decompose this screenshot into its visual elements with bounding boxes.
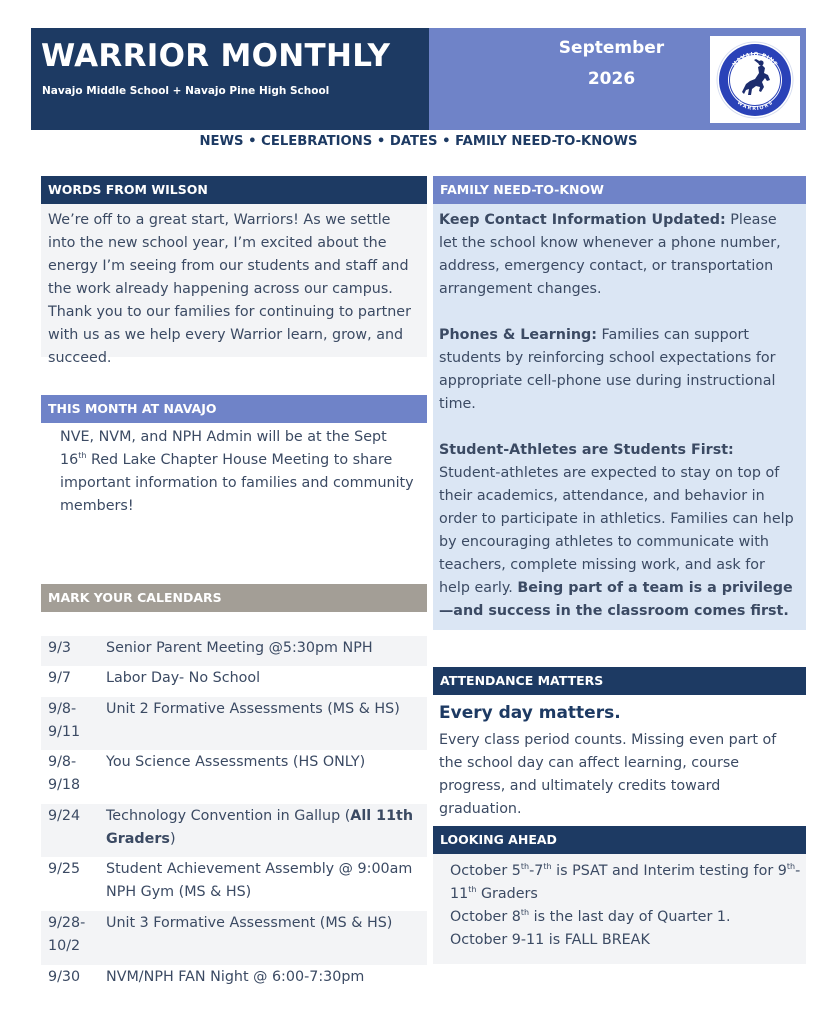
family-need-heading: FAMILY NEED-TO-KNOW: [433, 176, 806, 204]
calendar-event-text: Technology Convention in Gallup (: [106, 808, 351, 824]
calendar-event: Student Achievement Assembly @ 9:00am NPH Gym (MS & HS): [106, 861, 413, 900]
school-logo-frame: [710, 36, 800, 123]
family-need-item-title: Keep Contact Information Updated:: [439, 212, 726, 228]
family-need-item-body: Families can support students by reinforcing school expectations for appropriate cell-phone use during instructional time.: [439, 327, 776, 412]
this-month-body: [60, 426, 415, 518]
calendar-row: [41, 667, 427, 697]
calendar-date: 9/28-10/2: [48, 915, 86, 954]
logo-text-top: NAVAJO PINE: [731, 51, 779, 68]
looking-ahead-text: is PSAT and Interim testing for 9: [551, 863, 787, 879]
looking-ahead-line: October 9-11 is FALL BREAK: [450, 932, 650, 948]
masthead: [31, 28, 806, 130]
issue-month: September: [558, 38, 665, 58]
calendar-event: NVM/NPH FAN Night @ 6:00-7:30pm: [106, 969, 365, 985]
looking-ahead-line: [450, 906, 731, 929]
family-need-item-body: Please let the school know whenever a phone number, address, emergency contact, or transportation arrangement changes.: [439, 212, 781, 297]
looking-ahead-text: is the last day of Quarter 1.: [529, 909, 731, 925]
calendar-event: [106, 805, 421, 851]
looking-ahead-sup: th: [468, 885, 477, 895]
calendar-event: You Science Assessments (HS ONLY): [106, 754, 366, 770]
calendar-heading: MARK YOUR CALENDARS: [41, 584, 427, 612]
family-need-item: [439, 324, 798, 416]
this-month-section: [41, 426, 427, 518]
calendar-event: Unit 2 Formative Assessments (MS & HS): [106, 701, 400, 717]
calendar-row: [41, 911, 427, 965]
calendar-date: 9/25: [48, 861, 81, 877]
looking-ahead-sup: th: [786, 862, 796, 872]
calendar-date: 9/7: [48, 670, 72, 686]
looking-ahead-line: [450, 883, 538, 906]
looking-ahead-section: [433, 854, 806, 964]
looking-ahead-text: 11: [450, 886, 469, 902]
words-from-wilson-heading: WORDS FROM WILSON: [41, 176, 427, 204]
this-month-sup: th: [78, 451, 87, 461]
calendar-date: 9/8-9/18: [48, 754, 81, 793]
masthead-date-panel: [429, 28, 806, 130]
looking-ahead-text: Graders: [476, 886, 538, 902]
calendar-date: 9/30: [48, 969, 81, 985]
calendar-event-text: ): [169, 831, 176, 847]
calendar-row: [41, 697, 427, 750]
logo-text-bottom: WARRIORS: [735, 100, 775, 113]
attendance-heading: ATTENDANCE MATTERS: [433, 667, 806, 695]
words-from-wilson-body: We’re off to a great start, Warriors! As we settle into the new school year, I’m excited about the energy I’m seeing from our students and staff and the work already happening across our campus. Thank you to our families for continuing to partner with us as we help every Warrior learn, grow, and succeed.: [48, 212, 411, 366]
calendar-row: [41, 804, 427, 857]
issue-year: 2026: [587, 69, 636, 89]
calendar-date: 9/24: [48, 808, 81, 824]
calendar-row: [41, 858, 427, 911]
calendar-row: [41, 636, 427, 666]
looking-ahead-text: October 5: [450, 863, 521, 879]
looking-ahead-sup: th: [520, 862, 530, 872]
family-need-item-title: Student-Athletes are Students First:: [439, 442, 734, 458]
attendance-section: [433, 701, 806, 821]
newsletter-tagline: NEWS • CELEBRATIONS • DATES • FAMILY NEED-TO-KNOWS: [199, 134, 638, 149]
words-from-wilson-section: [41, 204, 427, 366]
calendar-event: Labor Day- No School: [106, 670, 261, 686]
this-month-heading: THIS MONTH AT NAVAJO: [41, 395, 427, 423]
newsletter-title: WARRIOR MONTHLY: [41, 38, 391, 74]
calendar-event: Unit 3 Formative Assessment (MS & HS): [106, 915, 393, 931]
attendance-subheading: Every day matters.: [439, 703, 621, 723]
looking-ahead-text: October 8: [450, 909, 521, 925]
masthead-title-panel: [31, 28, 429, 130]
calendar-row: [41, 965, 427, 995]
looking-ahead-heading: LOOKING AHEAD: [433, 826, 806, 854]
calendar-date: 9/8-9/11: [48, 701, 81, 740]
newsletter-subtitle: Navajo Middle School + Navajo Pine High School: [42, 85, 330, 97]
calendar-event-emphasis: All 11th Graders: [106, 808, 414, 847]
looking-ahead-line: [450, 860, 800, 883]
family-need-item-body: Student-athletes are expected to stay on top of their academics, attendance, and behavior in order to participate in athletics. Families can help by encouraging athletes to communicate with teachers, complete missing work, and ask for help early.: [439, 465, 794, 596]
looking-ahead-text: -: [795, 863, 801, 879]
this-month-text-b: Red Lake Chapter House Meeting to share important information to families and community members!: [60, 452, 414, 514]
calendar-row: [41, 751, 427, 804]
looking-ahead-sup: th: [520, 908, 530, 918]
looking-ahead-text: -7: [529, 863, 544, 879]
warriors-logo-icon: [715, 40, 795, 120]
calendar-date: 9/3: [48, 640, 72, 656]
family-need-item: [439, 439, 798, 623]
family-need-item-title: Phones & Learning:: [439, 327, 597, 343]
family-need-closing: Being part of a team is a privilege—and success in the classroom comes first.: [439, 580, 793, 619]
looking-ahead-sup: th: [543, 862, 552, 872]
family-need-item: [439, 209, 798, 301]
attendance-body: Every class period counts. Missing even part of the school day can affect learning, course progress, and ultimately credits toward graduation.: [439, 732, 777, 817]
this-month-text-a: NVE, NVM, and NPH Admin will be at the Sept 16: [60, 429, 387, 468]
family-need-section: [433, 204, 806, 630]
calendar-event: Senior Parent Meeting @5:30pm NPH: [106, 640, 373, 656]
